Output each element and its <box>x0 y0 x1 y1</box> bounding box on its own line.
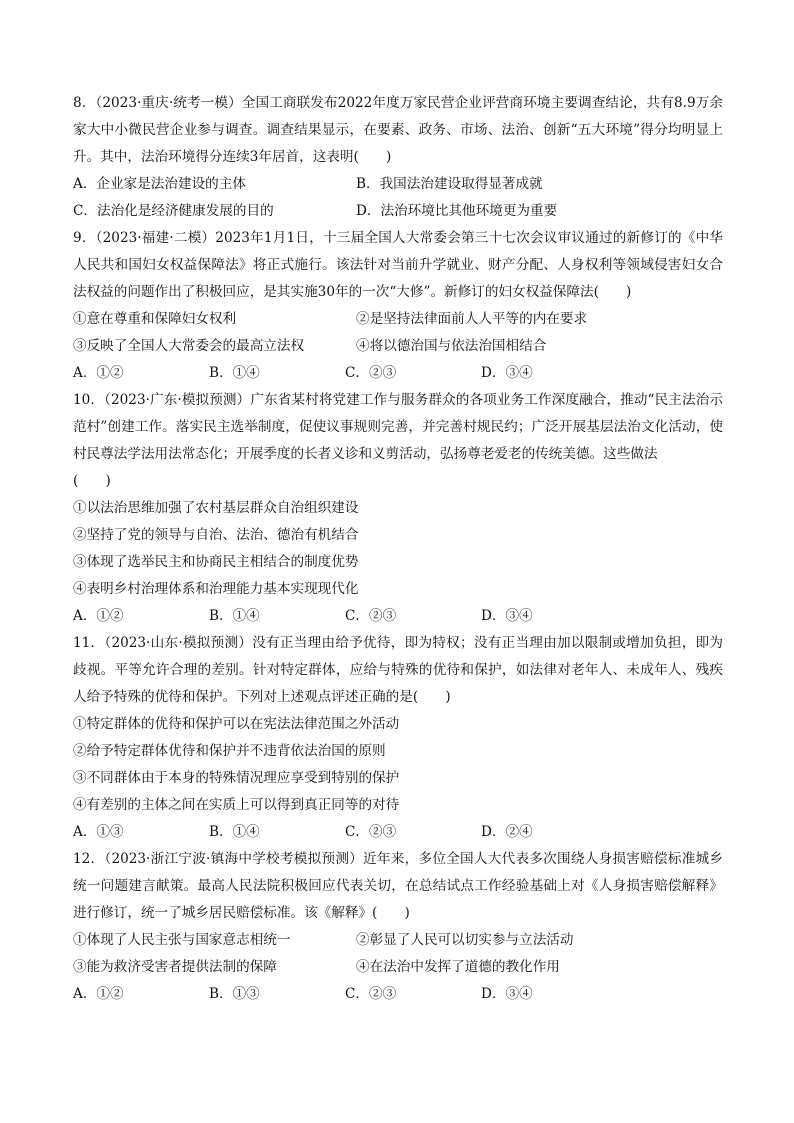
option-a[interactable]: A．企业家是法治建设的主体 <box>73 176 246 192</box>
question-8 <box>73 90 723 225</box>
answer-c[interactable]: C．②③ <box>345 365 397 381</box>
answer-choices <box>73 360 723 387</box>
statement-1: ①特定群体的优待和保护可以在宪法法律范围之外活动 <box>73 716 400 732</box>
options <box>73 171 723 225</box>
statements <box>73 927 723 981</box>
answer-b[interactable]: B．①④ <box>209 608 260 624</box>
answer-a[interactable]: A．①② <box>73 365 124 381</box>
statement-3: ③不同群体由于本身的特殊情况理应享受到特别的保护 <box>73 770 400 786</box>
option-c[interactable]: C．法治化是经济健康发展的目的 <box>73 203 274 219</box>
question-9 <box>73 225 723 387</box>
answer-blank: ( ) <box>73 473 111 489</box>
answer-c[interactable]: C．②③ <box>345 824 397 840</box>
answer-b[interactable]: B．①③ <box>209 986 260 1002</box>
answer-a[interactable]: A．①② <box>73 986 124 1002</box>
statement-4: ④表明乡村治理体系和治理能力基本实现现代化 <box>73 581 359 597</box>
question-stem: 8．（2023·重庆·统考一模）全国工商联发布2022年度万家民营企业评营商环境主要调查结论，共有8.9万余家大中小微民营企业参与调查。调查结果显示，在要素、政务、市场、法治、创新“五大环境”得分均明显上升。其中，法治环境得分连续3年居首，这表明( ) <box>73 95 723 165</box>
answer-b[interactable]: B．①④ <box>209 824 260 840</box>
statements <box>73 711 723 819</box>
question-10 <box>73 387 723 630</box>
answer-b[interactable]: B．①④ <box>209 365 260 381</box>
statements <box>73 306 723 360</box>
answer-a[interactable]: A．①③ <box>73 824 124 840</box>
statement-2: ②彰显了人民可以切实参与立法活动 <box>356 932 574 948</box>
question-page <box>73 90 723 1008</box>
statement-2: ②给予特定群体优待和保护并不违背依法治国的原则 <box>73 743 386 759</box>
answer-choices <box>73 819 723 846</box>
statement-3: ③反映了全国人大常委会的最高立法权 <box>73 338 305 354</box>
answer-choices <box>73 603 723 630</box>
statement-2: ②是坚持法律面前人人平等的内在要求 <box>356 311 588 327</box>
answer-d[interactable]: D．③④ <box>481 608 533 624</box>
question-11 <box>73 630 723 846</box>
question-stem: 9．（2023·福建·二模）2023年1月1日，十三届全国人大常委会第三十七次会议审议通过的新修订的《中华人民共和国妇女权益保障法》将正式施行。该法针对当前升学就业、财产分配、人身权利等领域侵害妇女合法权益的问题作出了积极回应，是其实施30年的一次“大修”。新修订的妇女权益保障法( ) <box>73 230 723 300</box>
answer-choices <box>73 981 723 1008</box>
statement-4: ④在法治中发挥了道德的教化作用 <box>356 959 560 975</box>
statement-1: ①体现了人民主张与国家意志相统一 <box>73 932 291 948</box>
question-stem: 11．（2023·山东·模拟预测）没有正当理由给予优待，即为特权；没有正当理由加以限制或增加负担，即为歧视。平等允许合理的差别。针对特定群体，应给与特殊的优待和保护，如法律对老年人、未成年人、残疾人给予特殊的优待和保护。下列对上述观点评述正确的是( ) <box>73 635 723 705</box>
answer-c[interactable]: C．②③ <box>345 608 397 624</box>
statement-2: ②坚持了党的领导与自治、法治、德治有机结合 <box>73 527 359 543</box>
answer-d[interactable]: D．②④ <box>481 824 533 840</box>
statement-3: ③体现了选举民主和协商民主相结合的制度优势 <box>73 554 359 570</box>
statement-1: ①以法治思维加强了农村基层群众自治组织建设 <box>73 500 359 516</box>
statement-4: ④将以德治国与依法治国相结合 <box>356 338 547 354</box>
answer-d[interactable]: D．③④ <box>481 365 533 381</box>
statement-4: ④有差别的主体之间在实质上可以得到真正同等的对待 <box>73 797 400 813</box>
option-d[interactable]: D．法治环境比其他环境更为重要 <box>356 203 558 219</box>
statement-1: ①意在尊重和保障妇女权利 <box>73 311 237 327</box>
option-b[interactable]: B．我国法治建设取得显著成就 <box>356 176 543 192</box>
question-12 <box>73 846 723 1008</box>
statement-3: ③能为救济受害者提供法制的保障 <box>73 959 277 975</box>
answer-c[interactable]: C．②③ <box>345 986 397 1002</box>
answer-d[interactable]: D．③④ <box>481 986 533 1002</box>
question-stem: 12．（2023·浙江宁波·镇海中学校考模拟预测）近年来，多位全国人大代表多次围绕人身损害赔偿标准城乡统一问题建言献策。最高人民法院积极回应代表关切，在总结试点工作经验基础上对《人身损害赔偿解释》进行修订，统一了城乡居民赔偿标准。该《解释》( ) <box>73 851 723 921</box>
answer-a[interactable]: A．①② <box>73 608 124 624</box>
question-stem: 10．（2023·广东·模拟预测）广东省某村将党建工作与服务群众的各项业务工作深度融合，推动“民主法治示范村”创建工作。落实民主选举制度，促使议事规则完善，并完善村规民约；广泛开展基层法治文化活动，使村民尊法学法用法常态化；开展季度的长者义诊和义剪活动，弘扬尊老爱老的传统美德。这些做法 <box>73 392 723 462</box>
statements <box>73 495 723 603</box>
